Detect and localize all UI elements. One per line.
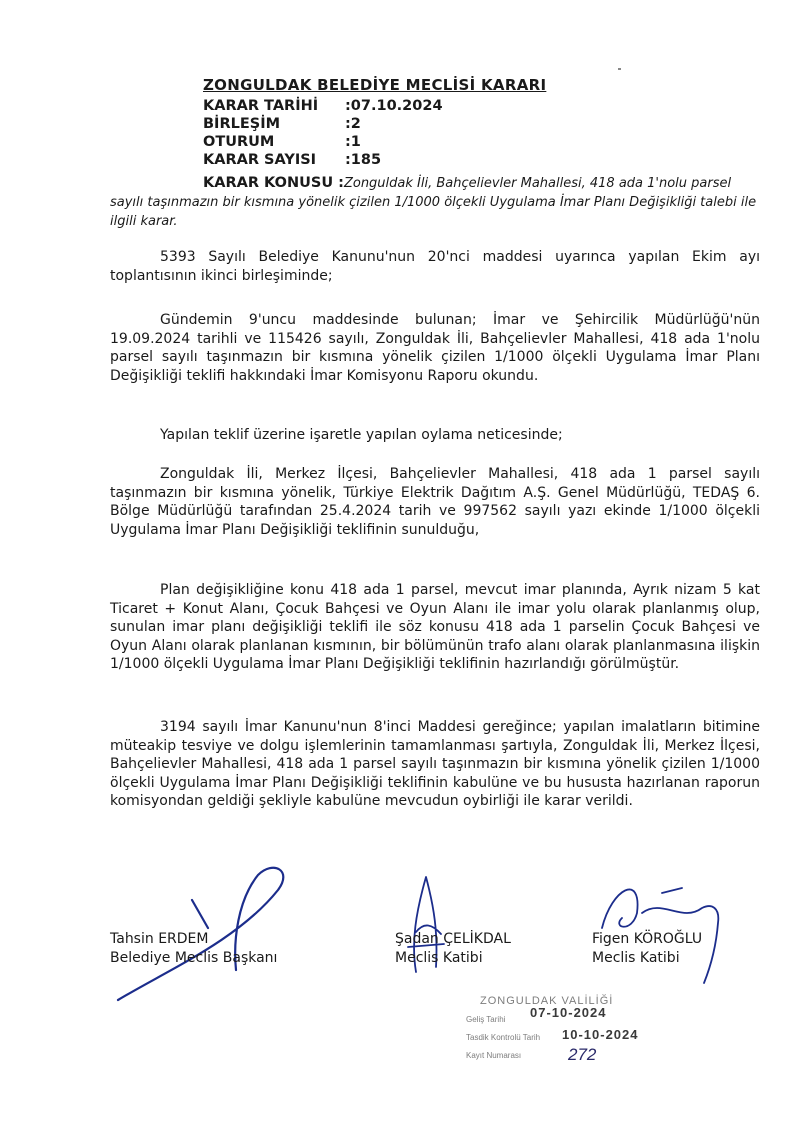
stamp-label: Tasdik Kontrolü Tarih (466, 1033, 541, 1042)
signer-title: Meclis Katibi (592, 950, 680, 966)
signer-title: Meclis Katibi (395, 950, 483, 966)
header-row-date (203, 97, 546, 115)
subject-text: Zonguldak İli, Bahçelievler Mahallesi, 418 ada 1'nolu parsel sayılı taşınmazın bir kısmına yönelik çizilen 1/1000 ölçekli Uygulama İmar Planı Değişikliği talebi ile ilgili karar. (110, 176, 757, 229)
receipt-stamp (466, 995, 656, 1065)
body-paragraph: 3194 sayılı İmar Kanunu'nun 8'inci Maddesi gereğince; yapılan imalatların bitimine müteakip tesviye ve dolgu işlemlerinin tamamlanması şartıyla, Zonguldak İli, Merkez İlçesi, Bahçelievler Mahallesi, 418 ada 1 parsel sayılı taşınmazın bir kısmına yönelik çizilen 1/1000 ölçekli Uygulama İmar Planı Değişikliği teklifinin kabulüne ve bu hususta hazırlanan raporun komisyondan geldiği şekliyle kabulüne mevcudun oybirliği ile karar verildi. (110, 719, 760, 810)
header-label: KARAR TARİHİ (203, 98, 319, 114)
document-title: ZONGULDAK BELEDİYE MECLİSİ KARARI (203, 76, 547, 94)
stamp-date-value: 10-10-2024 (562, 1027, 639, 1042)
header-value: :2 (345, 116, 361, 132)
signer-name: Tahsin ERDEM (110, 931, 209, 947)
header-row-sitting (203, 133, 546, 151)
stamp-registry-number: 272 (568, 1045, 597, 1064)
signer-name: Şadan ÇELİKDAL (395, 931, 511, 947)
handwritten-signature (592, 868, 732, 988)
header-value: :07.10.2024 (345, 98, 443, 114)
header-value: :185 (345, 152, 382, 168)
subject-label: KARAR KONUSU : (203, 175, 344, 191)
header-label: BİRLEŞİM (203, 116, 281, 132)
signer-name: Figen KÖROĞLU (592, 931, 703, 947)
stamp-date-value: 07-10-2024 (530, 1005, 607, 1020)
signature-block (110, 930, 277, 968)
header-label: KARAR SAYISI (203, 152, 317, 168)
signature-block (592, 930, 702, 968)
header-row-session (203, 115, 546, 133)
body-paragraph: Zonguldak İli, Merkez İlçesi, Bahçelievler Mahallesi, 418 ada 1 parsel sayılı taşınmazın bir kısmına yönelik, Türkiye Elektrik Dağıtım A.Ş. Genel Müdürlüğü, TEDAŞ 6. Bölge Müdürlüğü tarafından 25.4.2024 tarih ve 997562 sayılı yazı ekinde 1/1000 ölçekli Uygulama İmar Planı Değişikliği teklifinin sunulduğu, (110, 466, 760, 538)
header-value: :1 (345, 134, 361, 150)
scan-speck (618, 68, 621, 70)
body-paragraph: Plan değişikliğine konu 418 ada 1 parsel, mevcut imar planında, Ayrık nizam 5 kat Ticaret + Konut Alanı, Çocuk Bahçesi ve Oyun Alanı ile imar yolu olarak planlanmış olup, sunulan imar planı değişikliği teklifi ile söz konusu 418 ada 1 parselin Çocuk Bahçesi ve Oyun Alanı olarak planlanan kısmının, bir bölümünün trafo alanı olarak planlanmasına ilişkin 1/1000 ölçekli Uygulama İmar Planı Değişikliği teklifinin hazırlandığı görülmüştür. (110, 582, 760, 673)
stamp-title: ZONGULDAK VALİLİĞİ (480, 995, 614, 1007)
signature-block (395, 930, 511, 968)
decision-header (203, 76, 546, 169)
body-paragraph: 5393 Sayılı Belediye Kanunu'nun 20'nci maddesi uyarınca yapılan Ekim ayı toplantısının ikinci birleşiminde; (110, 249, 760, 284)
decision-subject (110, 174, 760, 231)
stamp-label: Kayıt Numarası (466, 1051, 522, 1060)
body-paragraph: Yapılan teklif üzerine işaretle yapılan oylama neticesinde; (160, 427, 563, 443)
header-row-number (203, 151, 546, 169)
body-paragraph: Gündemin 9'uncu maddesinde bulunan; İmar ve Şehircilik Müdürlüğü'nün 19.09.2024 tarihli ve 115426 sayılı, Zonguldak İli, Bahçelievler Mahallesi, 418 ada 1'nolu parsel sayılı taşınmazın bir kısmına yönelik çizilen 1/1000 ölçekli Uygulama İmar Planı Değişikliği teklifi hakkındaki İmar Komisyonu Raporu okundu. (110, 312, 760, 384)
stamp-label: Geliş Tarihi (466, 1015, 506, 1024)
header-label: OTURUM (203, 134, 275, 150)
signer-title: Belediye Meclis Başkanı (110, 950, 278, 966)
